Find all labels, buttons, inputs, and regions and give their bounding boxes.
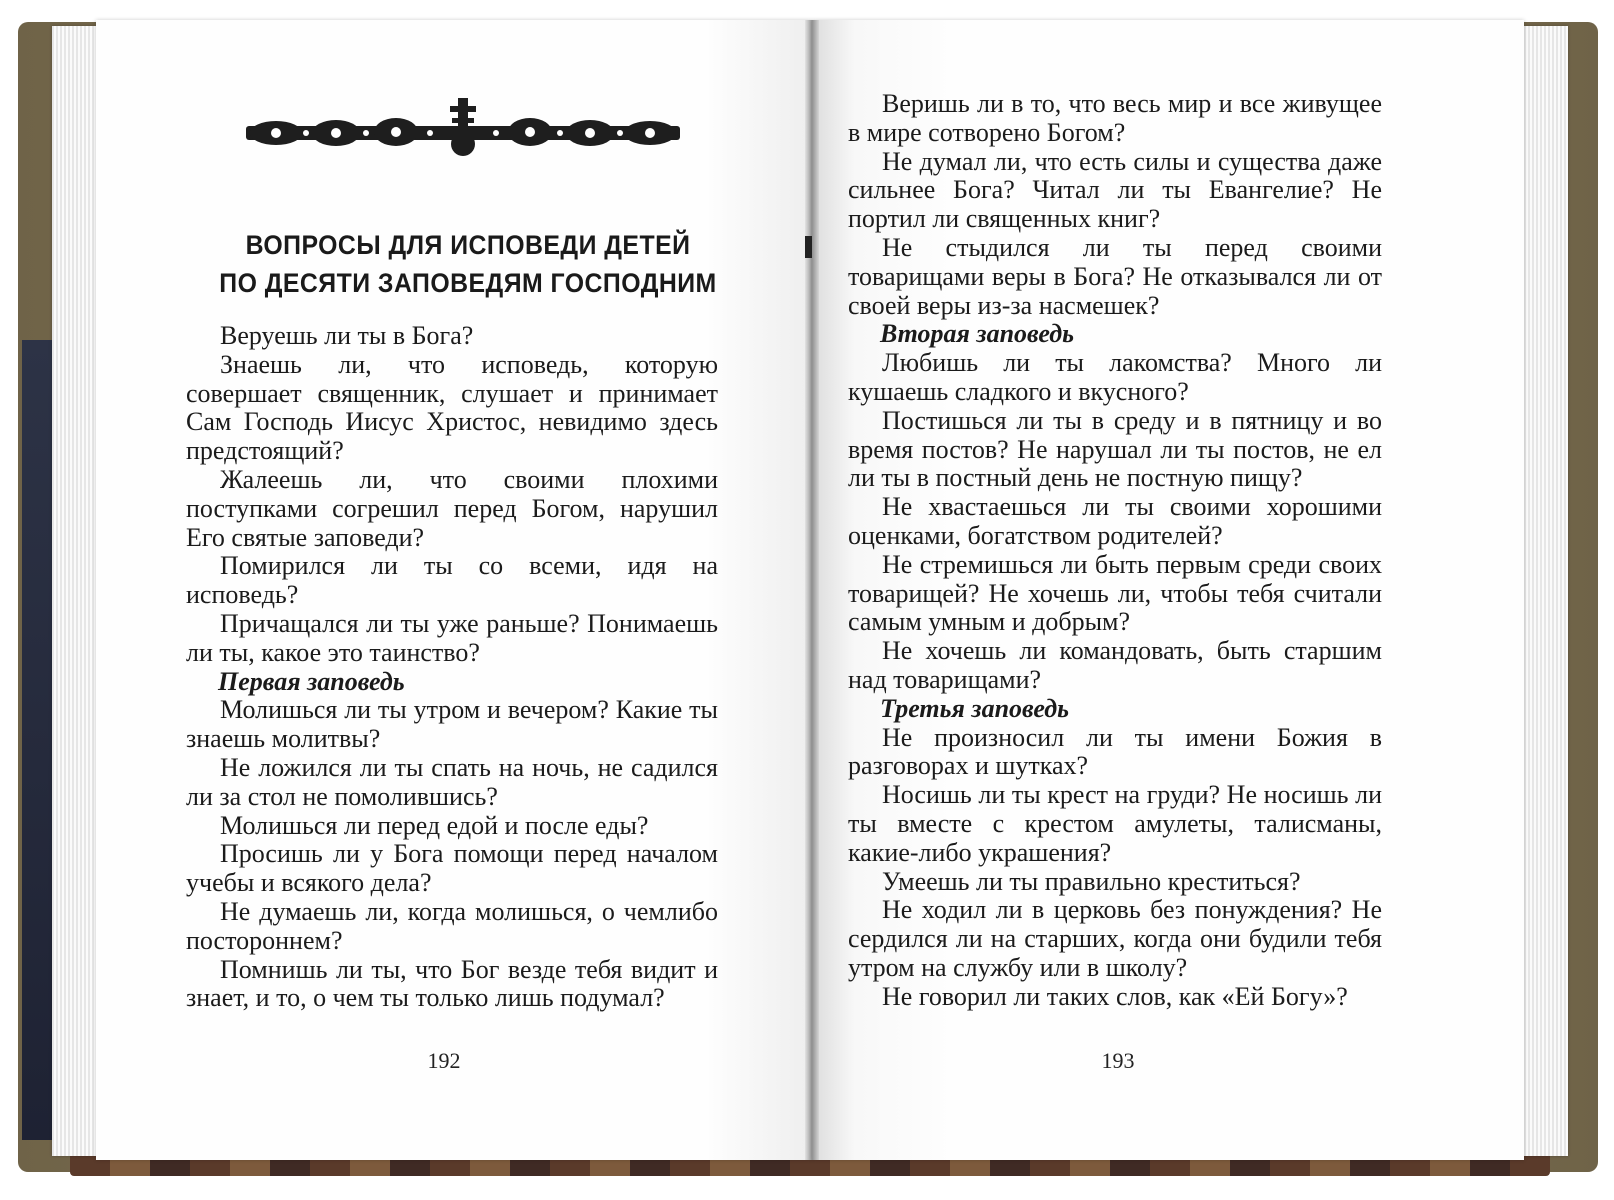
- question-paragraph: Помнишь ли ты, что Бог везде тебя видит и знает, и то, о чем ты только лишь подумал?: [186, 954, 718, 1013]
- question-paragraph: Умеешь ли ты правильно креститься?: [882, 866, 1301, 896]
- question-paragraph: Не хвастаешься ли ты своими хорошими оценками, богатством родителей?: [848, 492, 1382, 550]
- question-paragraph: Не стремишься ли быть первым среди своих товарищей? Не хочешь ли, чтобы тебя считали самым умным и добрым?: [848, 549, 1382, 637]
- question-paragraph: Просишь ли у Бога помощи перед началом учебы и всякого дела?: [186, 839, 718, 898]
- question-paragraph: Веруешь ли ты в Бога?: [220, 321, 474, 350]
- question-paragraph: Не хочешь ли командовать, быть старшим над товарищами?: [848, 636, 1382, 694]
- question-paragraph: Любишь ли ты лакомства? Много ли кушаешь сладкого и вкусного?: [848, 348, 1382, 406]
- question-paragraph: Знаешь ли, что исповедь, которую совершает священник, слушает и принимает Сам Господь Иисус Христос, невидимо здесь предстоящий?: [186, 349, 718, 466]
- commandment-subheading: Вторая заповедь: [880, 319, 1075, 349]
- right-page-text: [848, 90, 1382, 1012]
- question-paragraph: Молишься ли ты утром и вечером? Какие ты знаешь молитвы?: [186, 695, 718, 754]
- section-heading: [203, 226, 733, 302]
- heading-line-2: ПО ДЕСЯТИ ЗАПОВЕДЯМ ГОСПОДНИМ: [219, 268, 717, 298]
- commandment-subheading: Первая заповедь: [218, 666, 405, 696]
- heading-line-1: ВОПРОСЫ ДЛЯ ИСПОВЕДИ ДЕТЕЙ: [245, 230, 691, 260]
- commandment-subheading: Третья заповедь: [880, 693, 1070, 723]
- question-paragraph: Не стыдился ли ты перед своими товарищами веры в Бога? Не отказывался ли от своей веры из-за насмешек?: [848, 232, 1382, 320]
- page-number-right: 193: [1101, 1048, 1135, 1073]
- question-paragraph: Жалеешь ли, что своими плохими поступками согрешил перед Богом, нарушил Его святые заповеди?: [186, 464, 718, 552]
- question-paragraph: Веришь ли в то, что весь мир и все живущее в мире сотворено Богом?: [848, 89, 1382, 147]
- question-paragraph: Помирился ли ты со всеми, идя на исповедь?: [186, 551, 718, 610]
- question-paragraph: Не думаешь ли, когда молишься, о чемлибо постороннем?: [186, 896, 718, 955]
- ribbon-mark: [805, 236, 812, 258]
- page-edges-left: [52, 26, 96, 1156]
- book-spine-gutter: [805, 20, 819, 1160]
- page-number-left: 192: [427, 1048, 461, 1073]
- question-paragraph: Молишься ли перед едой и после еды?: [220, 810, 649, 840]
- question-paragraph: Не произносил ли ты имени Божия в разговорах и шутках?: [848, 722, 1382, 781]
- page-edges-right: [1524, 26, 1568, 1156]
- question-paragraph: Не ложился ли ты спать на ночь, не садился ли за стол не помолившись?: [186, 752, 718, 811]
- left-page-text: [186, 322, 718, 1013]
- question-paragraph: Постишься ли ты в среду и в пятницу и во время постов? Не нарушал ли ты постов, не ел ли ты в постный день не постную пищу?: [848, 405, 1382, 493]
- question-paragraph: Причащался ли ты уже раньше? Понимаешь ли ты, какое это таинство?: [186, 608, 718, 667]
- question-paragraph: Не говорил ли таких слов, как «Ей Богу»?: [882, 981, 1348, 1011]
- question-paragraph: Не ходил ли в церковь без понуждения? Не сердился ли на старших, когда они будили тебя утром на службу или в школу?: [848, 895, 1382, 982]
- question-paragraph: Не думал ли, что есть силы и существа даже сильнее Бога? Читал ли ты Евангелие? Не портил ли священных книг?: [848, 146, 1382, 234]
- ornament-headpiece-icon: [246, 96, 680, 160]
- question-paragraph: Носишь ли ты крест на груди? Не носишь ли ты вместе с крестом амулеты, талисманы, какие-либо украшения?: [848, 780, 1382, 867]
